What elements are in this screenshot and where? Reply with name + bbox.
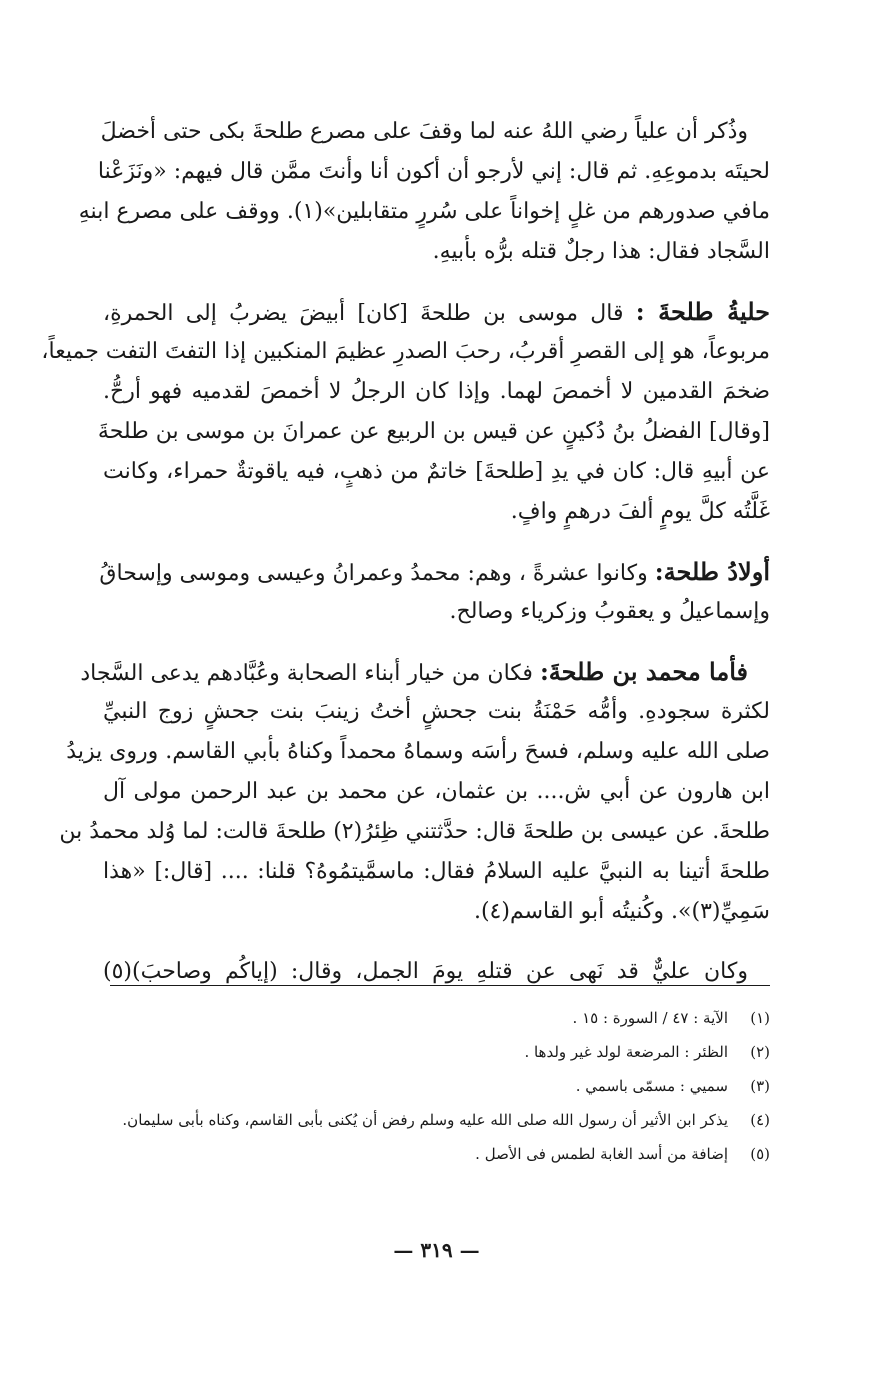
footnote-text: الآية : ٤٧ / السورة : ١٥ . <box>572 1009 728 1027</box>
footnote-number: (٢) <box>750 1043 770 1061</box>
footnote-divider <box>110 985 770 986</box>
text-line: طلحةَ. عن عيسى بن طلحةَ قال: حدَّثتني ظِئرُ(٢) طلحةَ قالت: لما وُلد محمدُ بن <box>59 819 770 844</box>
text-line: السَّجاد فقال: هذا رجلٌ قتله برُّه بأبيهِ. <box>432 239 770 264</box>
footnote-item <box>103 1005 770 1031</box>
footnote-number: (١) <box>750 1009 770 1027</box>
footnote-number: (٣) <box>750 1077 770 1095</box>
text-line: لكثرة سجودهِ. وأمُّه حَمْنَةُ بنت جحشٍ أختُ زينبَ بنت جحشٍ زوج النبيِّ <box>103 699 770 724</box>
footnote-number: (٤) <box>750 1111 770 1129</box>
footnote-item <box>103 1039 770 1065</box>
text-line <box>103 292 770 332</box>
text-line: وإسماعيلُ و يعقوبُ وزكرياء وصالح. <box>449 599 770 624</box>
text-line <box>99 552 770 592</box>
footnote-number: (٥) <box>750 1145 770 1163</box>
footnote-text: يذكر ابن الأثير أن رسول الله صلى الله عليه وسلم رفض أن يُكنى بأبى القاسم، وكناه بأبى سليمان. <box>122 1111 728 1129</box>
section-heading: أولادُ طلحة: <box>654 557 770 586</box>
footnote-text: سميي : مسمّى باسمي . <box>575 1077 728 1095</box>
text-fragment: فكان من خيار أبناء الصحابة وعُبَّادهم يدعى السَّجاد <box>80 661 540 686</box>
paragraph-muhammad-bin-talha <box>59 652 770 932</box>
text-line: عن أبيهِ قال: كان في يدِ [طلحةَ] خاتمٌ من ذهبٍ، فيه ياقوتةٌ حمراء، وكانت <box>103 459 770 484</box>
footnote-text: إضافة من أسد الغابة لطمس فى الأصل . <box>475 1145 728 1163</box>
text-line <box>80 652 770 692</box>
paragraph-talha-description <box>41 292 770 532</box>
section-heading: حليةُ طلحةَ : <box>635 297 770 326</box>
text-fragment: وكانوا عشرةً ، وهم: محمدُ وعمرانُ وعيسى وموسى وإسحاقُ <box>99 561 655 586</box>
footnotes <box>103 1005 770 1175</box>
text-line: غَلَّتُه كلَّ يومٍ ألفَ درهمٍ وافٍ. <box>510 499 770 524</box>
text-line: وكان عليٌّ قد نَهى عن قتلهِ يومَ الجمل، وقال: (إياكُم وصاحبَ)(٥) <box>103 959 748 984</box>
text-line: مربوعاً، هو إلى القصرِ أقربُ، رحبَ الصدرِ عظيمَ المنكبين إذا التفتَ التفت جميعاً، <box>41 339 770 364</box>
section-heading: فأما محمد بن طلحةَ: <box>539 657 748 686</box>
paragraph-talha-death <box>78 112 770 272</box>
footnote-item <box>103 1141 770 1167</box>
text-line: ابن هارون عن أبي ش.... بن عثمان، عن محمد بن عبد الرحمن مولى آل <box>103 779 770 804</box>
text-line: [وقال] الفضلُ بنُ دُكينٍ عن قيس بن الربيع عن عمرانَ بن موسى بن طلحةَ <box>97 419 770 444</box>
page-number: — ٣١٩ — <box>393 1238 480 1262</box>
main-text <box>41 112 770 1012</box>
text-line: وذُكر أن علياً رضي اللهُ عنه لما وقفَ على مصرع طلحةَ بكى حتى أخضلَ <box>100 119 748 144</box>
text-line: طلحةَ أتينا به النبيَّ عليه السلامُ فقال: ماسمَّيتمُوهُ؟ قلنا: .... [قال:] «هذا <box>103 859 770 884</box>
text-fragment: قال موسى بن طلحةَ [كان] أبيضَ يضربُ إلى الحمرةِ، <box>103 301 636 326</box>
text-line: ضخمَ القدمين لا أخمصَ لهما. وإذا كان الرجلُ لا أخمصَ لقدميه فهو أرحُّ. <box>103 379 770 404</box>
text-line: مافي صدورهم من غلٍ إخواناً على سُررٍ متقابلين»(١). ووقف على مصرع ابنهِ <box>78 199 770 224</box>
text-line: صلى الله عليه وسلم، فسحَ رأسَه وسماهُ محمداً وكناهُ بأبي القاسم. وروى يزيدُ <box>66 739 770 764</box>
footnote-item <box>103 1107 770 1133</box>
text-line: سَمِيِّ(٣)». وكُنيتُه أبو القاسم(٤). <box>473 899 770 924</box>
footnote-text: الظئر : المرضعة لولد غير ولدها . <box>524 1043 728 1061</box>
text-line: لحيتَه بدموعِهِ. ثم قال: إني لأرجو أن أكون أنا وأنتَ ممَّن قال فيهم: «ونَزَعْنا <box>97 159 770 184</box>
footnote-item <box>103 1073 770 1099</box>
paragraph-talha-children <box>99 552 770 632</box>
paragraph-ali-forbade <box>103 952 770 992</box>
